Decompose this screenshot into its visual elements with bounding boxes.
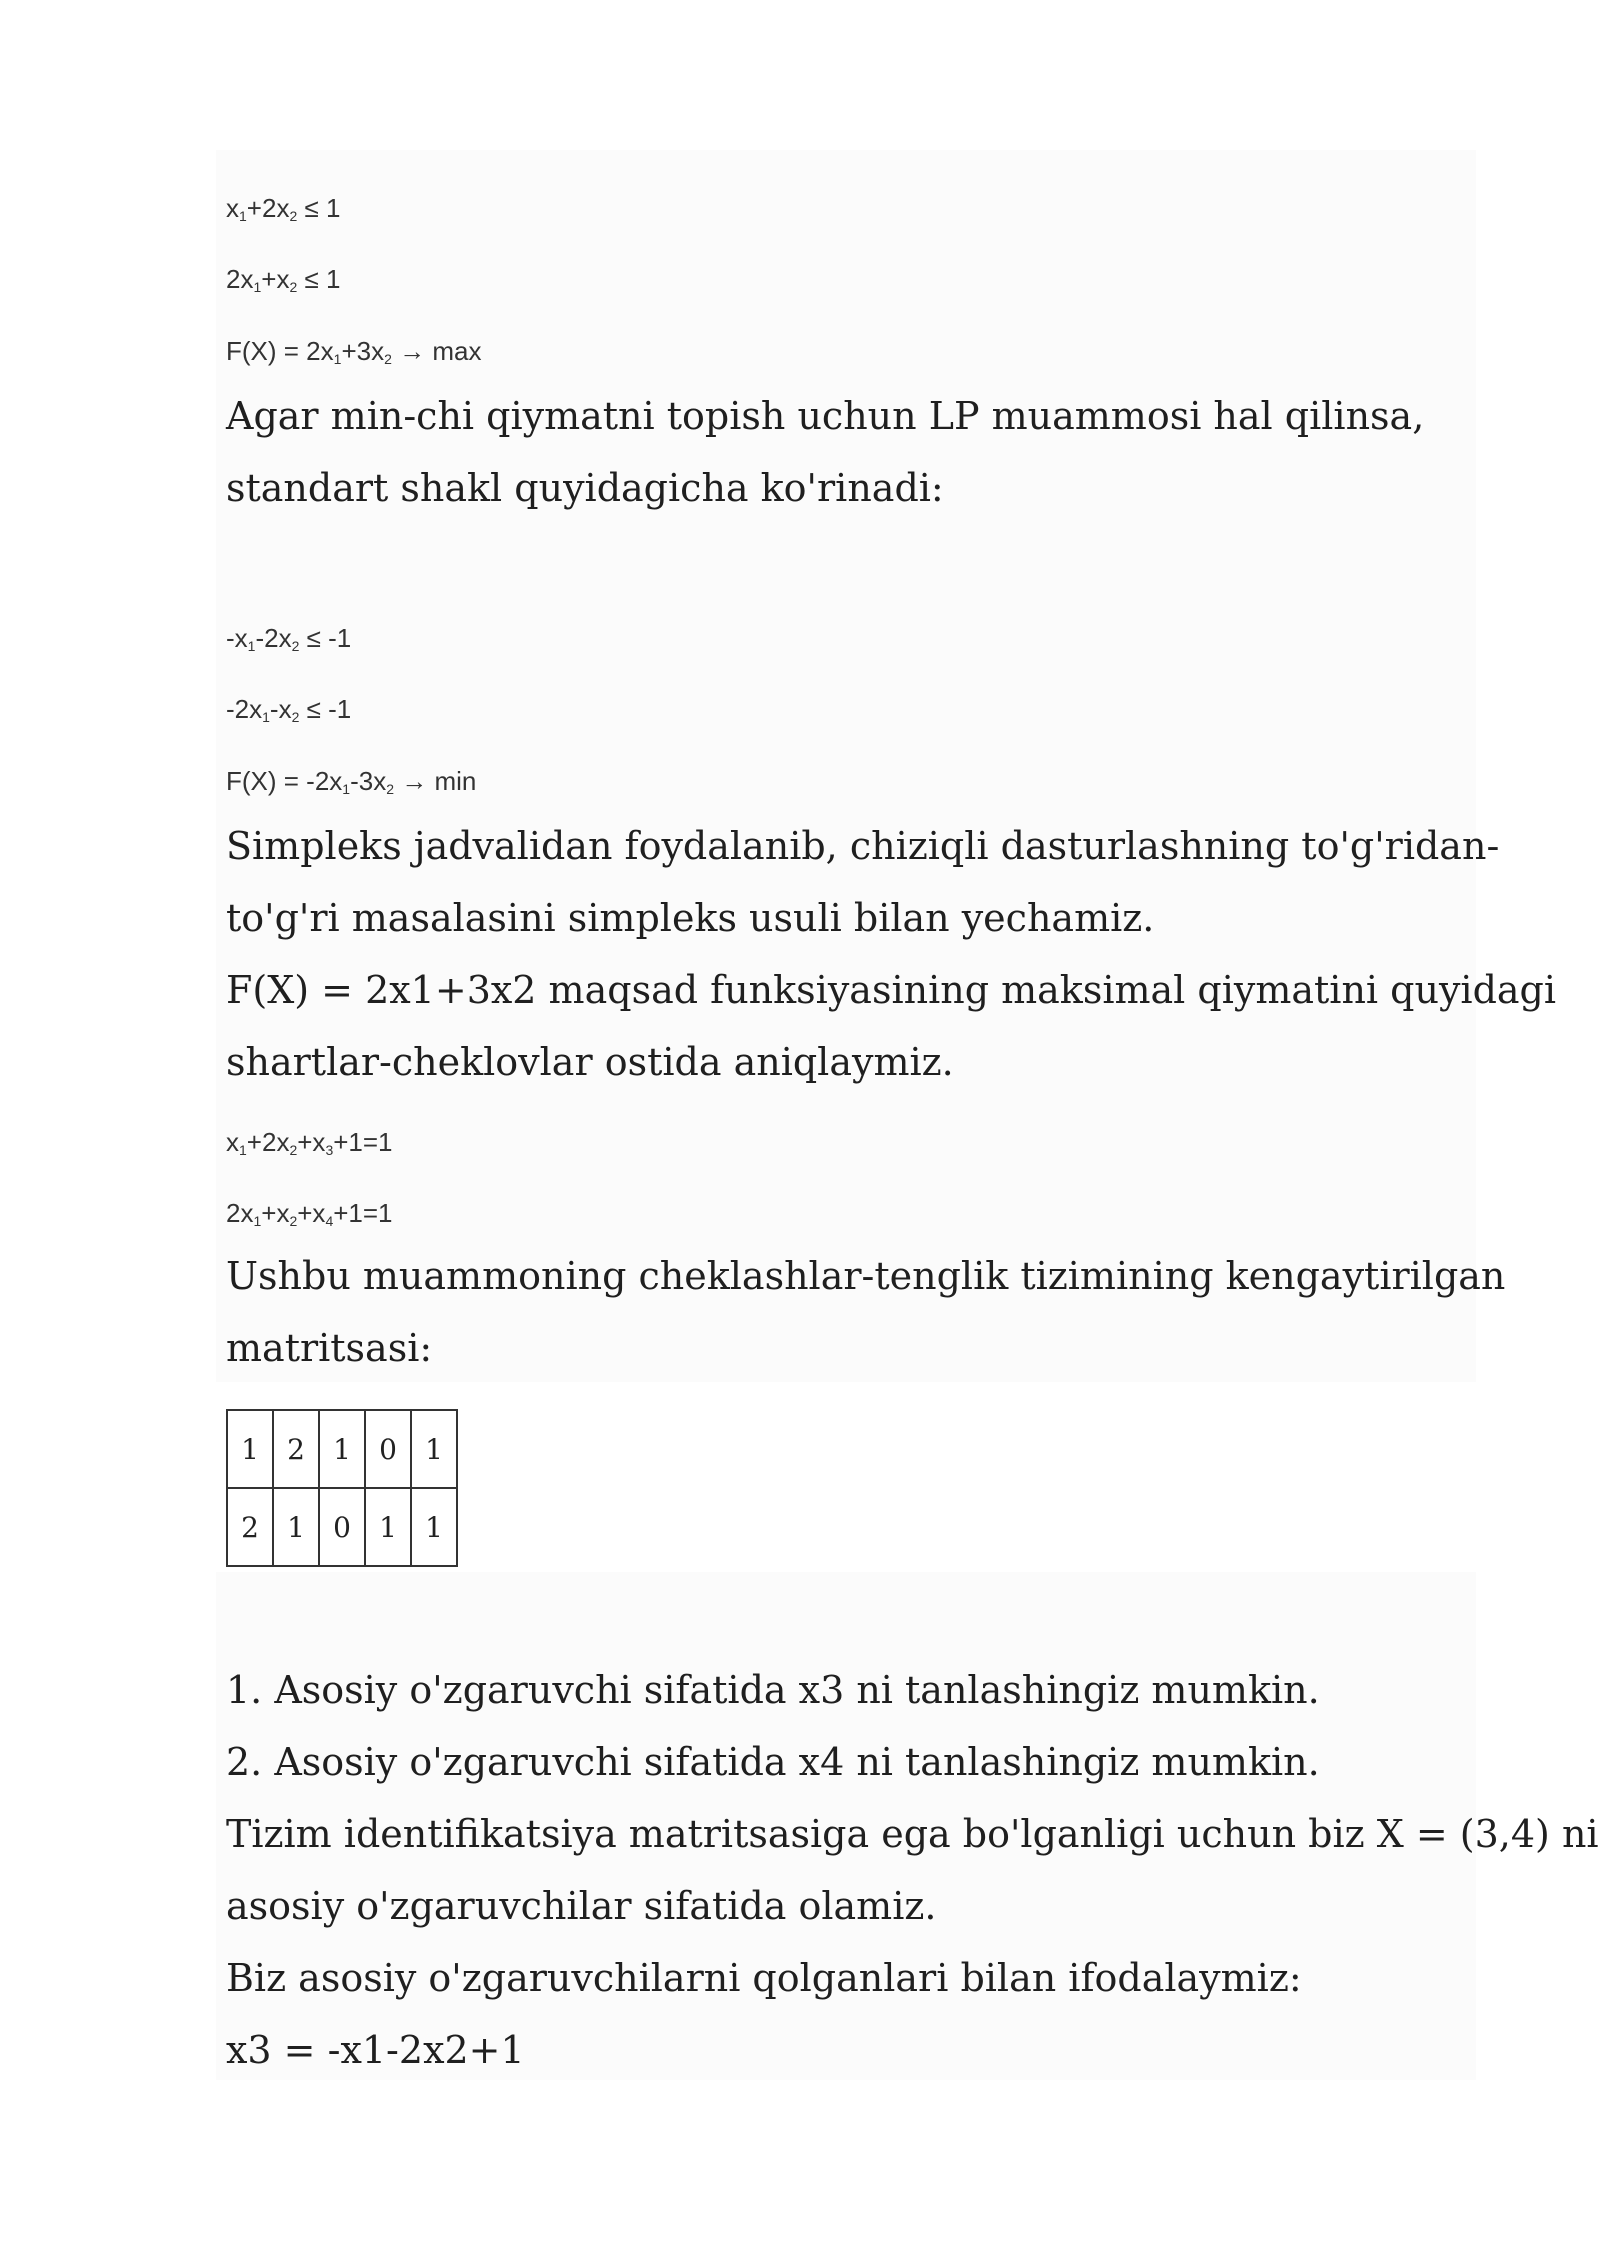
text-line: 1. Asosiy o'zgaruvchi sifatida x3 ni tanlashingiz mumkin. xyxy=(226,1668,1320,1712)
table-cell: 2 xyxy=(273,1410,319,1488)
constraint-2: $2x_1+x_2 \le 1$ xyxy=(226,264,341,295)
text-line: 2. Asosiy o'zgaruvchi sifatida x4 ni tanlashingiz mumkin. xyxy=(226,1740,1320,1784)
min-constraint-2: $-2x_1-x_2 \le -1$ xyxy=(226,694,352,725)
objective-function-max: $F(X) = 2x_1+3x_2 \to \max$ xyxy=(226,336,482,367)
text-line: to'g'ri masalasini simpleks usuli bilan yechamiz. xyxy=(226,896,1155,940)
equality-1: $x_1+2x_2+x_3+1=1$ xyxy=(226,1127,393,1158)
table-cell: 1 xyxy=(273,1488,319,1566)
table-cell: 1 xyxy=(365,1488,411,1566)
text-line: Simpleks jadvalidan foydalanib, chiziqli dasturlashning to'g'ridan- xyxy=(226,824,1500,868)
text-line: shartlar-cheklovlar ostida aniqlaymiz. xyxy=(226,1040,954,1084)
min-constraint-1: $-x_1-2x_2 \le -1$ xyxy=(226,623,352,654)
text-line: Biz asosiy o'zgaruvchilarni qolganlari bilan ifodalaymiz: xyxy=(226,1956,1302,2000)
table-row xyxy=(227,1488,457,1566)
paragraph-matrix-intro xyxy=(226,1240,1506,1384)
text-line: asosiy o'zgaruvchilar sifatida olamiz. xyxy=(226,1884,937,1928)
paragraph-basis-variables xyxy=(226,1654,1599,2086)
paragraph-min-intro xyxy=(226,380,1476,524)
text-line: x3 = -x1-2x2+1 xyxy=(226,2028,525,2072)
text-line: standart shakl quyidagicha ko'rinadi: xyxy=(226,466,944,510)
table-cell: 1 xyxy=(227,1410,273,1488)
text-line: matritsasi: xyxy=(226,1326,433,1370)
table-cell: 1 xyxy=(411,1410,457,1488)
paragraph-simplex-method xyxy=(226,810,1557,1098)
constraint-1: $x_1+2x_2 \le 1$ xyxy=(226,193,341,224)
equality-2: $2x_1+x_2+x_4+1=1$ xyxy=(226,1198,393,1229)
table-row xyxy=(227,1410,457,1488)
text-line: Agar min-chi qiymatni topish uchun LP muammosi hal qilinsa, xyxy=(226,394,1425,438)
text-line: F(X) = 2x1+3x2 maqsad funksiyasining maksimal qiymatini quyidagi xyxy=(226,968,1557,1012)
text-line: Tizim identifikatsiya matritsasiga ega bo'lganligi uchun biz X = (3,4) ni xyxy=(226,1812,1599,1856)
objective-function-min: $F(X) = -2x_1-3x_2 \to \min$ xyxy=(226,766,477,797)
table-cell: 1 xyxy=(319,1410,365,1488)
table-cell: 2 xyxy=(227,1488,273,1566)
text-line: Ushbu muammoning cheklashlar-tenglik tizimining kengaytirilgan xyxy=(226,1254,1506,1298)
table-cell: 1 xyxy=(411,1488,457,1566)
table-cell: 0 xyxy=(319,1488,365,1566)
table-cell: 0 xyxy=(365,1410,411,1488)
augmented-matrix-table xyxy=(226,1409,458,1567)
